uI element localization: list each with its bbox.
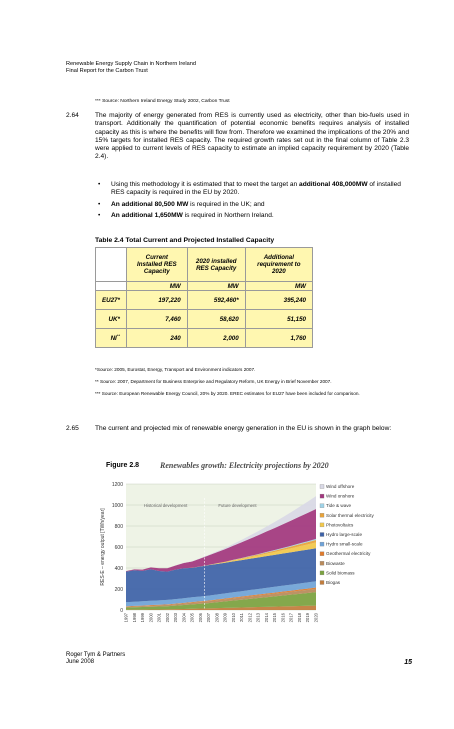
- legend-swatch: [320, 523, 324, 527]
- bullet-list: [95, 181, 409, 223]
- table-sources: [95, 367, 415, 397]
- capacity-table: [95, 247, 313, 348]
- legend-swatch: [320, 513, 324, 517]
- table-unit-cell: MW: [245, 282, 312, 291]
- x-tick-label: 2001: [156, 613, 162, 623]
- table-cell: 395,240: [245, 291, 312, 310]
- table-cell: 51,150: [245, 310, 312, 329]
- footer-company: Roger Tym & Partners: [66, 652, 126, 658]
- x-tick-label: 2008: [214, 613, 220, 623]
- bullet-item: • Using this methodology it is estimated that to meet the target an additional 408,000MW of installed RES capacity is required in the EU by 2020.: [95, 181, 409, 198]
- legend-swatch: [320, 494, 324, 498]
- paragraph-number-2-65: 2.65: [66, 425, 79, 432]
- x-tick-label: 2015: [272, 613, 278, 623]
- x-tick-label: 2004: [181, 613, 187, 623]
- report-header: [66, 61, 196, 74]
- table-cell: 197,220: [126, 291, 187, 310]
- x-tick-label: 2006: [197, 613, 203, 623]
- legend-swatch: [320, 552, 324, 556]
- legend-label: Biogas: [326, 580, 341, 585]
- y-tick-label: 600: [114, 545, 123, 551]
- y-tick-label: 800: [114, 524, 123, 530]
- paragraph-2-64: The majority of energy generated from RES is currently used as electricity, other than bio-fuels used in transport. Additionally the quantification of potential economic benefits requires analysis of installed capacity as this is where the benefits will flow from. Therefore we examined the implications of the 20% and 15% targets for installed RES capacity. The required growth rates set out in the final column of Table 2.3 were applied to current levels of RES capacity to estimate an implied capacity requirement by 2020 (Table 2.4).: [95, 112, 409, 161]
- y-tick-label: 200: [114, 587, 123, 593]
- x-tick-label: 2011: [239, 613, 245, 623]
- legend-label: Geothermal electricity: [326, 551, 371, 557]
- x-tick-label: 2019: [305, 613, 311, 623]
- paragraph-number-2-64: 2.64: [66, 112, 79, 119]
- legend-label: Solid biomass: [326, 570, 355, 576]
- row-label: UK*: [96, 310, 127, 329]
- page-number: 15: [404, 659, 412, 666]
- source-note: *Source: 2005, Eurostat, Energy, Transport and Environment indicators 2007.: [95, 367, 256, 372]
- legend-swatch: [320, 581, 324, 585]
- page-footer: [66, 652, 125, 666]
- legend-swatch: [320, 561, 324, 565]
- legend-label: Solar thermal electricity: [326, 512, 374, 518]
- legend-swatch: [320, 504, 324, 508]
- header-subtitle: Final Report for the Carbon Trust: [66, 67, 148, 74]
- x-tick-label: 2005: [189, 613, 195, 623]
- table-header-cell: Additional requirement to 2020: [245, 248, 312, 282]
- table-row: [96, 310, 313, 329]
- figure-title: Renewables growth: Electricity projections by 2020: [160, 461, 329, 470]
- renewables-growth-chart: [94, 478, 374, 634]
- table-cell: 592,460*: [187, 291, 245, 310]
- table-caption: Table 2.4 Total Current and Projected Installed Capacity: [95, 237, 275, 244]
- table-header-cell: Current Installed RES Capacity: [126, 248, 187, 282]
- y-tick-label: 1200: [111, 482, 123, 488]
- table-row: [96, 291, 313, 310]
- y-tick-label: 0: [120, 608, 123, 614]
- x-tick-label: 2020: [313, 613, 319, 623]
- source-note: ** Source: 2007, Department for Business Enterprise and Regulatory Reform, UK Energy in Brief November 2007.: [95, 379, 332, 384]
- table-unit-cell: MW: [187, 282, 245, 291]
- legend-label: Hydro small-scale: [326, 541, 363, 547]
- y-axis-label: RES-E – energy output [TWh/year]: [100, 508, 106, 586]
- legend-label: Hydro large-scale: [326, 532, 362, 537]
- header-title: Renewable Energy Supply Chain in Northern Ireland: [66, 61, 196, 67]
- x-tick-label: 2012: [247, 613, 253, 623]
- table-cell: 7,460: [126, 310, 187, 329]
- legend-swatch: [320, 485, 324, 489]
- bullet-item: • An additional 80,500 MW is required in the UK; and: [95, 201, 409, 209]
- annotation-future: Future development: [218, 503, 257, 508]
- x-tick-label: 2014: [263, 613, 269, 623]
- x-tick-label: 1997: [123, 613, 129, 623]
- paragraph-2-65: The current and projected mix of renewable energy generation in the EU is shown in the graph below:: [95, 425, 392, 432]
- table-unit-cell: MW: [126, 282, 187, 291]
- x-tick-label: 2010: [230, 613, 236, 623]
- x-tick-label: 2013: [255, 613, 261, 623]
- source-note: *** Source: European Renewable Energy Council, 20% by 2020. EREC estimates for EU27 have been included for comparison.: [95, 391, 360, 396]
- legend-label: Wind onshore: [326, 493, 355, 499]
- x-tick-label: 1999: [140, 613, 146, 623]
- x-tick-label: 2003: [173, 613, 179, 623]
- x-tick-label: 2017: [288, 613, 294, 623]
- legend-swatch: [320, 533, 324, 537]
- x-tick-label: 2009: [222, 613, 228, 623]
- table-cell: 58,620: [187, 310, 245, 329]
- table-units-row: [96, 282, 313, 291]
- bullet-item: • An additional 1,650MW is required in Northern Ireland.: [95, 212, 409, 220]
- y-tick-label: 1000: [111, 503, 123, 509]
- x-tick-label: 1998: [131, 613, 137, 623]
- x-tick-label: 2016: [280, 613, 286, 623]
- source-note-top: *** Source: Northern Ireland Energy Study 2002, Carbon Trust: [95, 99, 230, 104]
- chart-svg: [94, 478, 374, 634]
- legend-label: Photovoltaics: [326, 522, 354, 528]
- table-cell: 2,000: [187, 329, 245, 348]
- legend-label: Tide & wave: [326, 503, 352, 509]
- table-row: [96, 329, 313, 348]
- figure-label: Figure 2.8: [106, 462, 140, 469]
- table-cell: 1,760: [245, 329, 312, 348]
- x-tick-label: 2000: [148, 613, 154, 623]
- x-tick-label: 2002: [164, 613, 170, 623]
- table-header-row: [96, 248, 313, 282]
- row-label: EU27*: [96, 291, 127, 310]
- legend-swatch: [320, 571, 324, 575]
- legend-label: Biowaste: [326, 560, 345, 566]
- annotation-historical: Historical development: [143, 503, 188, 508]
- x-tick-label: 2007: [206, 613, 212, 623]
- legend-label: Wind offshore: [326, 484, 355, 489]
- table-header-cell: 2020 installed RES Capacity: [187, 248, 245, 282]
- footer-date: June 2008: [66, 658, 95, 665]
- table-cell: 240: [126, 329, 187, 348]
- x-tick-label: 2018: [296, 613, 302, 623]
- legend-swatch: [320, 542, 324, 546]
- y-tick-label: 400: [114, 566, 123, 572]
- row-label: NI**: [96, 329, 127, 348]
- table-corner-cell: [96, 248, 127, 282]
